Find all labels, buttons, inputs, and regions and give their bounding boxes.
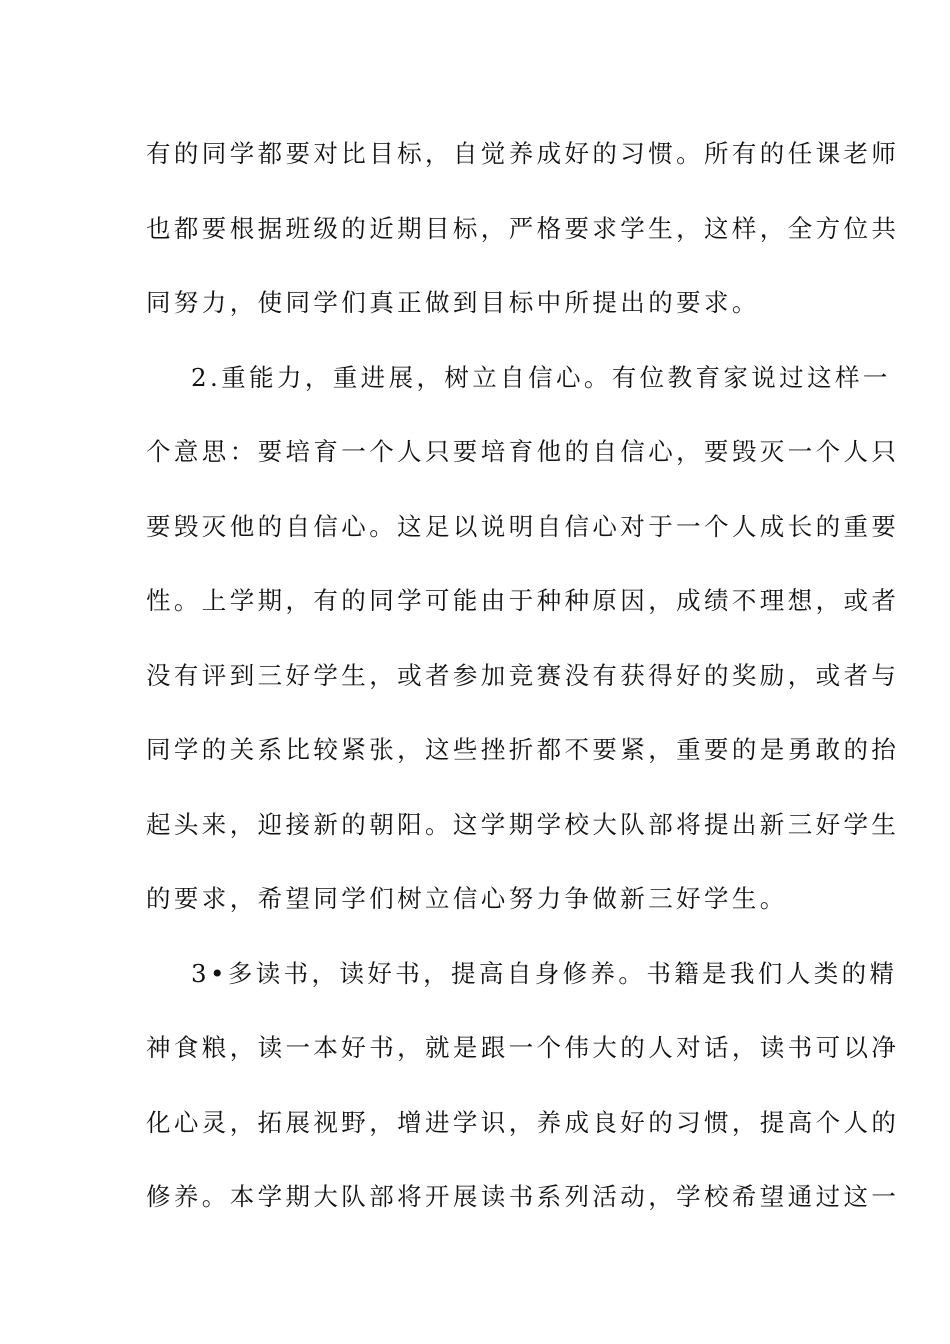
text-line: 有的同学都要对比目标，自觉养成好的习惯。所有的任课老师	[146, 139, 900, 168]
text-line: 同努力，使同学们真正做到目标中所提出的要求。	[146, 288, 760, 317]
text-line: 化心灵，拓展视野，增进学识，养成良好的习惯，提高个人的	[146, 1107, 900, 1137]
text-line: 起头来，迎接新的朝阳。这学期学校大队部将提出新三好学生	[146, 809, 900, 839]
body-text	[146, 129, 900, 1247]
text-line: 2.重能力，重进展，树立自信心。有位教育家说过这样一	[191, 362, 891, 392]
text-line: 个意思：要培育一个人只要培育他的自信心，要毁灭一个人只	[146, 437, 900, 466]
text-line: 也都要根据班级的近期目标，严格要求学生，这样，全方位共	[146, 213, 900, 243]
text-line: 同学的关系比较紧张，这些挫折都不要紧，重要的是勇敢的抬	[146, 735, 900, 764]
text-line: 没有评到三好学生，或者参加竞赛没有获得好的奖励，或者与	[146, 660, 900, 690]
text-line: 性。上学期，有的同学可能由于种种原因，成绩不理想，或者	[146, 586, 900, 615]
text-line: 的要求，希望同学们树立信心努力争做新三好学生。	[146, 884, 788, 913]
text-line: 神食粮，读一本好书，就是跟一个伟大的人对话，读书可以净	[146, 1033, 900, 1062]
text-line: 修养。本学期大队部将开展读书系列活动，学校希望通过这一	[146, 1182, 900, 1211]
text-line: 要毁灭他的自信心。这足以说明自信心对于一个人成长的重要	[146, 511, 900, 541]
text-line: 3•多读书，读好书，提高自身修养。书籍是我们人类的精	[191, 958, 898, 988]
